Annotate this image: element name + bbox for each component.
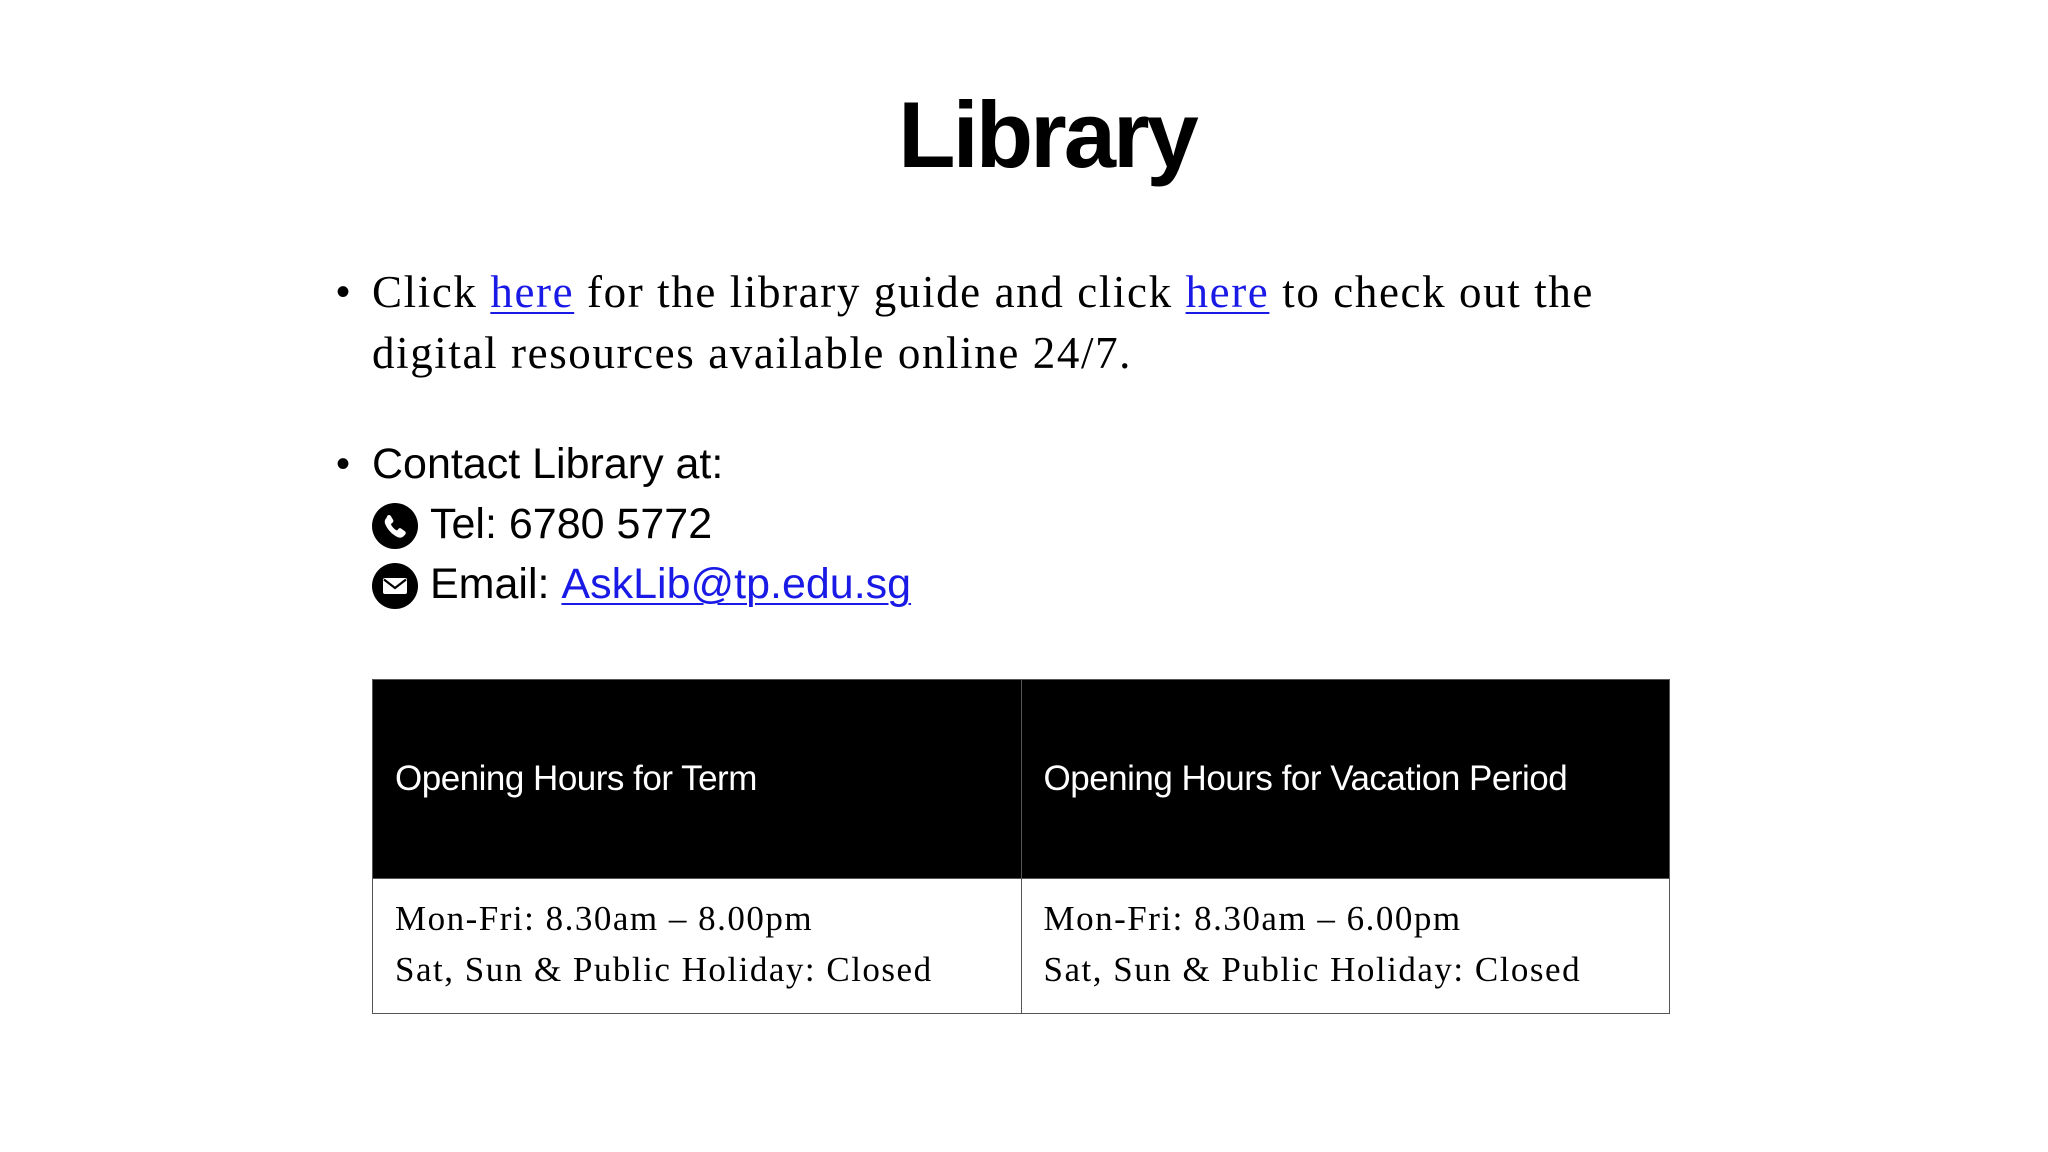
- tel-row: [372, 494, 911, 554]
- guide-text-2: for the library guide and click: [574, 267, 1186, 317]
- contact-block: [372, 434, 911, 614]
- contact-heading: Contact Library at:: [372, 440, 724, 488]
- email-row: [372, 554, 911, 614]
- guide-paragraph: [372, 262, 1672, 384]
- tel-text: Tel: 6780 5772: [430, 500, 713, 548]
- term-hours-cell: [373, 879, 1022, 1014]
- email-label: Email:: [430, 560, 562, 608]
- term-weekend-hours: Sat, Sun & Public Holiday: Closed: [395, 950, 933, 989]
- page-title: Library: [898, 82, 1196, 187]
- vacation-weekend-hours: Sat, Sun & Public Holiday: Closed: [1043, 950, 1582, 989]
- bullet-marker: •: [336, 270, 351, 314]
- mail-icon: [372, 563, 418, 609]
- table-row: [373, 879, 1670, 1014]
- digital-resources-link[interactable]: here: [1185, 267, 1270, 317]
- phone-icon: [372, 503, 418, 549]
- guide-text-3: to check out the digital resources available online 24/7.: [372, 267, 1594, 378]
- email-link[interactable]: AskLib@tp.edu.sg: [561, 560, 912, 608]
- bullet-marker: •: [336, 442, 351, 486]
- library-guide-link[interactable]: here: [490, 267, 575, 317]
- term-hours-header: Opening Hours for Term: [373, 680, 1022, 879]
- vacation-hours-cell: [1021, 879, 1670, 1014]
- opening-hours-table: [372, 679, 1670, 1014]
- table-header-row: [373, 680, 1670, 879]
- term-weekday-hours: Mon-Fri: 8.30am – 8.00pm: [395, 899, 814, 938]
- vacation-weekday-hours: Mon-Fri: 8.30am – 6.00pm: [1043, 899, 1462, 938]
- guide-text-1: Click: [372, 267, 491, 317]
- vacation-hours-header: Opening Hours for Vacation Period: [1021, 680, 1670, 879]
